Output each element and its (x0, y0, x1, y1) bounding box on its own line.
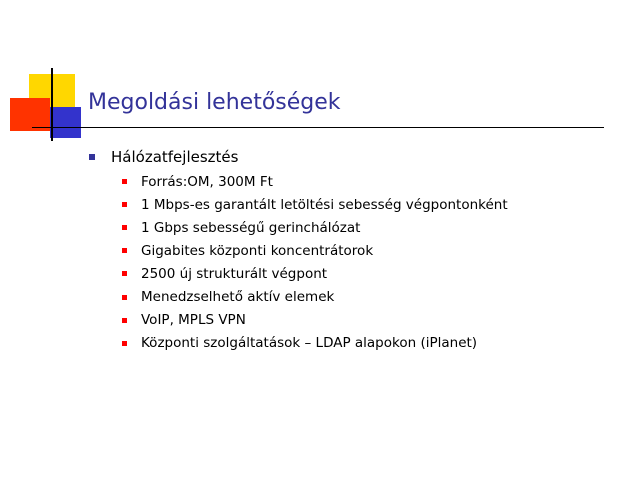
sub-bullet-text: 1 Gbps sebességű gerinchálózat (141, 219, 361, 236)
decor-blue-square (50, 107, 81, 138)
square-bullet-icon (89, 154, 95, 160)
bullet-level1 (88, 146, 628, 168)
slide-title: Megoldási lehetőségek (88, 90, 341, 115)
sub-bullet-text: Központi szolgáltatások – LDAP alapokon (iPlanet) (141, 335, 478, 352)
square-bullet-icon (122, 225, 127, 230)
sub-bullet-item (122, 239, 628, 262)
bullet-level1-text: Hálózatfejlesztés (111, 148, 239, 166)
decor-vertical-line (51, 68, 53, 141)
square-bullet-icon (122, 318, 127, 323)
sub-bullet-item (122, 332, 628, 355)
square-bullet-icon (122, 271, 127, 276)
square-bullet-icon (122, 341, 127, 346)
sub-bullet-text: Forrás:OM, 300M Ft (141, 173, 273, 190)
sub-bullet-item (122, 262, 628, 285)
sub-bullet-item (122, 170, 628, 193)
sub-bullet-item (122, 309, 628, 332)
square-bullet-icon (122, 179, 127, 184)
square-bullet-icon (122, 248, 127, 253)
square-bullet-icon (122, 202, 127, 207)
bullet-list (88, 146, 628, 355)
sub-bullet-text: Gigabites központi koncentrátorok (141, 242, 374, 259)
sub-bullet-list (88, 170, 628, 355)
sub-bullet-item (122, 285, 628, 308)
sub-bullet-text: VoIP, MPLS VPN (141, 312, 246, 329)
sub-bullet-text: 2500 új strukturált végpont (141, 265, 328, 282)
sub-bullet-item (122, 193, 628, 216)
sub-bullet-text: Menedzselhető aktív elemek (141, 289, 335, 306)
sub-bullet-item (122, 216, 628, 239)
sub-bullet-text: 1 Mbps-es garantált letöltési sebesség végpontonként (141, 196, 508, 213)
square-bullet-icon (122, 295, 127, 300)
title-underline (32, 127, 604, 128)
